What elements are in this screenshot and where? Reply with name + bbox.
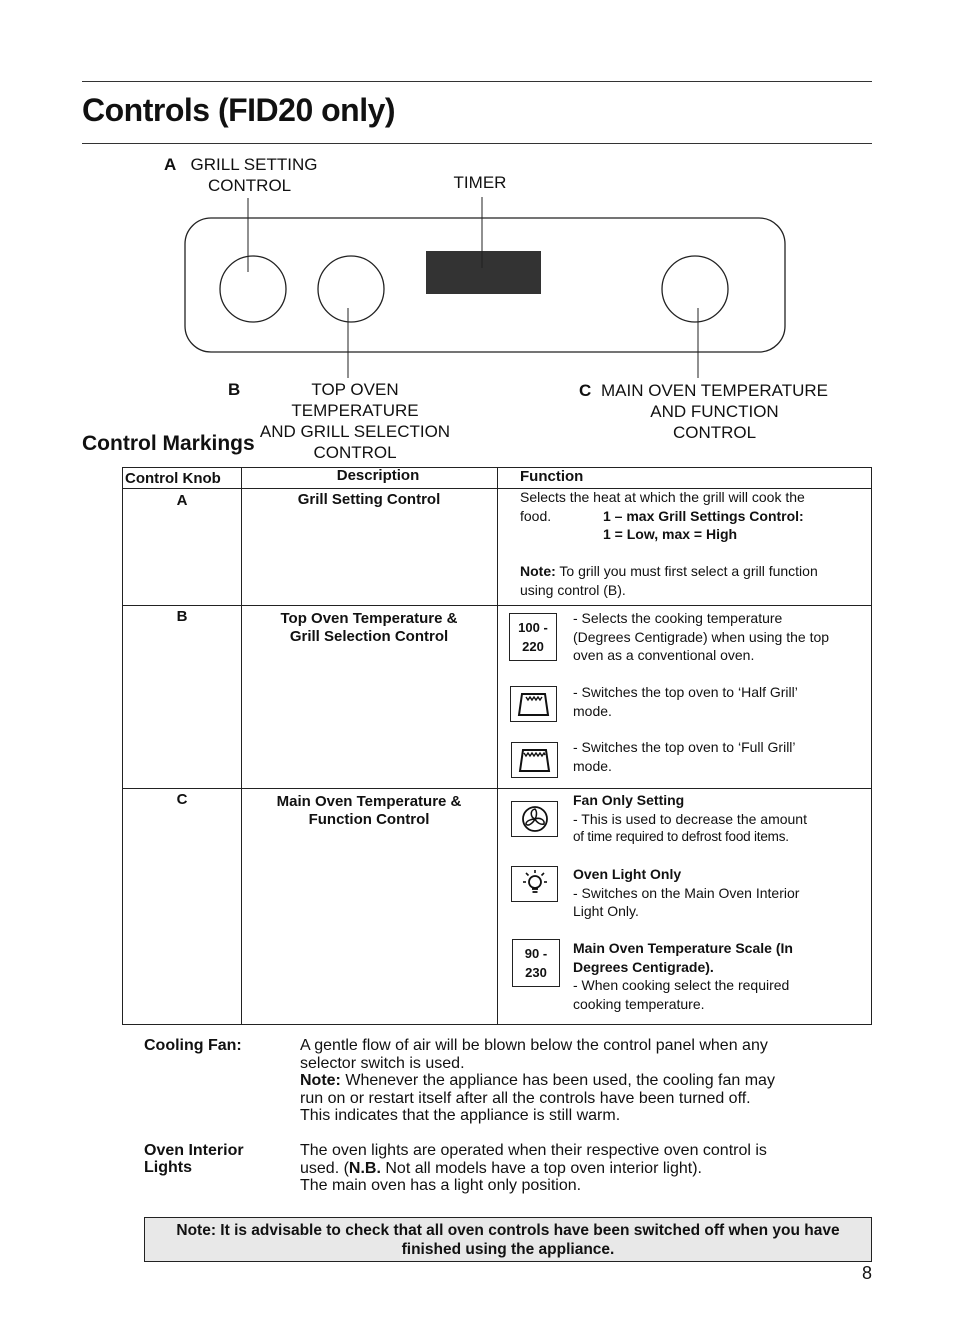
fan-icon: [511, 801, 558, 837]
cooling-fan-heading: Cooling Fan:: [144, 1037, 242, 1054]
page-number: 8: [861, 1263, 872, 1283]
header-function: Function: [520, 468, 584, 485]
oven-lights-heading: Oven Interior Lights: [144, 1142, 244, 1176]
timer-display: [426, 251, 541, 294]
function-c-light: Oven Light Only - Switches on the Main Oven Interior Light Only.: [573, 866, 800, 919]
label-a: A GRILL SETTING CONTROL: [164, 155, 318, 195]
control-markings-table: [122, 467, 872, 1025]
temperature-range-box: 100 - 220: [509, 613, 557, 661]
function-c-temperature: Main Oven Temperature Scale (In Degrees Centigrade). - When cooking select the required cooking temperature.: [573, 940, 793, 1012]
function-b-half-grill: - Switches the top oven to ‘Half Grill’ mode.: [573, 684, 798, 719]
oven-lights-text: The oven lights are operated when their respective oven control is used. (N.B. Not all models have a top oven interior light). The main oven has a light only position.: [300, 1142, 767, 1194]
knob-a: [220, 256, 286, 322]
light-icon: [511, 866, 558, 902]
function-b-temperature: - Selects the cooking temperature (Degrees Centigrade) when using the top oven as a conventional oven.: [573, 610, 830, 663]
knob-letter-a: A: [176, 492, 188, 509]
knob-letter-b: B: [176, 608, 188, 625]
description-a: Grill Setting Control: [297, 491, 441, 508]
header-knob: Control Knob: [125, 470, 221, 487]
column-divider: [497, 468, 498, 1024]
label-timer: TIMER: [453, 173, 507, 192]
knob-letter-c: C: [176, 791, 188, 808]
label-b: B TOP OVEN TEMPERATURE AND GRILL SELECTION CONTROL: [228, 380, 451, 462]
function-c-fan: Fan Only Setting - This is used to decrease the amount of time required to defrost food items.: [573, 792, 807, 844]
page-title: Controls (FID20 only): [82, 92, 396, 128]
main-oven-temperature-box: 90 - 230: [512, 939, 560, 987]
section-heading: Control Markings: [82, 432, 255, 455]
row-divider: [123, 605, 871, 606]
description-b: Top Oven Temperature & Grill Selection Control: [280, 610, 458, 645]
knob-c: [662, 256, 728, 322]
function-b-full-grill: - Switches the top oven to ‘Full Grill’ mode.: [573, 739, 796, 774]
full-grill-icon: [511, 742, 558, 778]
description-c: Main Oven Temperature & Function Control: [276, 793, 462, 828]
function-a: Selects the heat at which the grill will cook the food. 1 – max Grill Settings Control: 1 = Low, max = High Note: To grill you must first select a grill function using control (B).: [520, 489, 818, 598]
knob-b: [318, 256, 384, 322]
header-description: Description: [336, 467, 420, 484]
safety-note: Note: It is advisable to check that all oven controls have been switched off when you have finished using the appliance.: [144, 1217, 872, 1262]
label-c: C MAIN OVEN TEMPERATURE AND FUNCTION CONTROL: [579, 381, 828, 442]
half-grill-icon: [510, 686, 557, 722]
column-divider: [241, 468, 242, 1024]
row-divider: [123, 788, 871, 789]
cooling-fan-text: A gentle flow of air will be blown below the control panel when any selector switch is used. Note: Whenever the appliance has been used, the cooling fan may run on or restart itself after all the controls have been turned off. This indicates that the appliance is still warm.: [300, 1037, 775, 1124]
